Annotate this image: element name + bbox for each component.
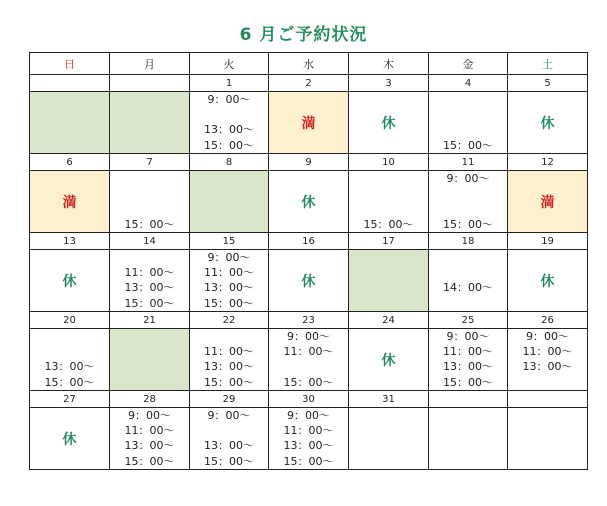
full-day-cell bbox=[269, 92, 349, 154]
calendar-body bbox=[30, 53, 588, 470]
date-number: 24 bbox=[349, 312, 429, 329]
unavailable-day-cell bbox=[30, 92, 110, 154]
day-cell bbox=[508, 329, 588, 391]
day-cell bbox=[508, 408, 588, 470]
time-slot: 9：00～ bbox=[526, 330, 569, 343]
date-number: 21 bbox=[110, 312, 190, 329]
date-number: 31 bbox=[349, 391, 429, 408]
time-slot: 13：00～ bbox=[522, 360, 573, 373]
calendar-table bbox=[29, 52, 588, 470]
date-number: 23 bbox=[269, 312, 349, 329]
unavailable-day-cell bbox=[110, 92, 190, 154]
time-slot: 9：00～ bbox=[287, 409, 330, 422]
closed-day-cell bbox=[30, 408, 110, 470]
full-day-cell bbox=[508, 171, 588, 233]
closed-day-cell bbox=[508, 250, 588, 312]
weekday-header: 日 bbox=[30, 53, 110, 75]
time-slot-list bbox=[429, 250, 507, 311]
time-slot: 9：00～ bbox=[287, 330, 330, 343]
day-cell bbox=[429, 250, 508, 312]
time-slot-list bbox=[190, 329, 268, 390]
date-number: 7 bbox=[110, 154, 190, 171]
unavailable-day-cell bbox=[110, 329, 190, 391]
day-cell bbox=[190, 92, 269, 154]
day-cell bbox=[349, 171, 429, 233]
date-number: 19 bbox=[508, 233, 588, 250]
date-number: 17 bbox=[349, 233, 429, 250]
time-slot: 15：00～ bbox=[283, 376, 334, 389]
date-number: 14 bbox=[110, 233, 190, 250]
unavailable-day-cell bbox=[349, 250, 429, 312]
time-slot-list bbox=[269, 408, 348, 469]
time-slot: 15：00～ bbox=[124, 218, 175, 231]
date-number: 22 bbox=[190, 312, 269, 329]
date-number bbox=[429, 391, 508, 408]
time-slot: 9：00～ bbox=[207, 251, 251, 264]
closed-status-label: 休 bbox=[540, 115, 555, 132]
time-slot: 15：00～ bbox=[204, 376, 254, 389]
time-slot: 9：00～ bbox=[446, 172, 490, 185]
time-slot: 11：00～ bbox=[124, 424, 175, 437]
date-number: 4 bbox=[429, 75, 508, 92]
weekday-header: 土 bbox=[508, 53, 588, 75]
time-slot: 9：00～ bbox=[207, 93, 251, 106]
date-number: 10 bbox=[349, 154, 429, 171]
time-slot: 13：00～ bbox=[204, 360, 254, 373]
day-cell bbox=[110, 171, 190, 233]
date-number bbox=[508, 391, 588, 408]
closed-day-cell bbox=[269, 250, 349, 312]
time-slot-list bbox=[110, 250, 189, 311]
time-slot: 11：00～ bbox=[522, 345, 573, 358]
time-slot: 13：00～ bbox=[204, 439, 254, 452]
time-slot: 15：00～ bbox=[204, 455, 254, 468]
closed-day-cell bbox=[508, 92, 588, 154]
closed-status-label: 休 bbox=[301, 273, 316, 290]
time-slot: 11：00～ bbox=[124, 266, 175, 279]
time-slot-list bbox=[110, 171, 189, 232]
time-slot-list bbox=[190, 92, 268, 153]
day-cell bbox=[429, 329, 508, 391]
closed-day-cell bbox=[349, 92, 429, 154]
date-number: 11 bbox=[429, 154, 508, 171]
closed-day-cell bbox=[269, 171, 349, 233]
closed-status-label: 休 bbox=[301, 194, 316, 211]
closed-status-label: 休 bbox=[62, 431, 77, 448]
full-status-label: 満 bbox=[301, 115, 316, 132]
time-slot: 9：00～ bbox=[207, 409, 251, 422]
availability-row bbox=[30, 408, 588, 470]
time-slot: 15：00～ bbox=[443, 139, 493, 152]
time-slot: 15：00～ bbox=[443, 376, 493, 389]
time-slot-list bbox=[349, 171, 428, 232]
date-number: 1 bbox=[190, 75, 269, 92]
day-cell bbox=[429, 92, 508, 154]
time-slot: 15：00～ bbox=[44, 376, 95, 389]
time-slot: 11：00～ bbox=[283, 424, 334, 437]
time-slot: 15：00～ bbox=[363, 218, 414, 231]
date-number: 8 bbox=[190, 154, 269, 171]
time-slot-list bbox=[429, 171, 507, 232]
date-row bbox=[30, 391, 588, 408]
date-number: 28 bbox=[110, 391, 190, 408]
day-cell bbox=[269, 408, 349, 470]
day-cell bbox=[190, 408, 269, 470]
date-number: 2 bbox=[269, 75, 349, 92]
date-number: 12 bbox=[508, 154, 588, 171]
time-slot-list bbox=[190, 250, 268, 311]
date-number: 30 bbox=[269, 391, 349, 408]
weekday-header-row bbox=[30, 53, 588, 75]
date-number: 16 bbox=[269, 233, 349, 250]
time-slot-list bbox=[429, 92, 507, 153]
time-slot: 15：00～ bbox=[124, 455, 175, 468]
date-number: 18 bbox=[429, 233, 508, 250]
time-slot: 15：00～ bbox=[204, 139, 254, 152]
closed-status-label: 休 bbox=[62, 273, 77, 290]
time-slot-list bbox=[429, 329, 507, 390]
weekday-header: 月 bbox=[110, 53, 190, 75]
time-slot: 13：00～ bbox=[443, 360, 493, 373]
closed-status-label: 休 bbox=[381, 352, 396, 369]
time-slot: 11：00～ bbox=[204, 266, 254, 279]
date-number: 5 bbox=[508, 75, 588, 92]
date-number: 6 bbox=[30, 154, 110, 171]
time-slot: 13：00～ bbox=[44, 360, 95, 373]
full-status-label: 満 bbox=[62, 194, 77, 211]
time-slot: 11：00～ bbox=[443, 345, 493, 358]
time-slot: 15：00～ bbox=[283, 455, 334, 468]
availability-row bbox=[30, 92, 588, 154]
date-number: 13 bbox=[30, 233, 110, 250]
time-slot: 13：00～ bbox=[204, 123, 254, 136]
day-cell bbox=[30, 329, 110, 391]
availability-row bbox=[30, 250, 588, 312]
time-slot: 11：00～ bbox=[204, 345, 254, 358]
time-slot: 11：00～ bbox=[283, 345, 334, 358]
time-slot: 15：00～ bbox=[124, 297, 175, 310]
closed-day-cell bbox=[30, 250, 110, 312]
date-number: 20 bbox=[30, 312, 110, 329]
weekday-header: 火 bbox=[190, 53, 269, 75]
day-cell bbox=[110, 250, 190, 312]
time-slot: 15：00～ bbox=[443, 218, 493, 231]
weekday-header: 水 bbox=[269, 53, 349, 75]
closed-day-cell bbox=[349, 329, 429, 391]
date-number: 29 bbox=[190, 391, 269, 408]
time-slot: 13：00～ bbox=[283, 439, 334, 452]
date-number: 25 bbox=[429, 312, 508, 329]
date-number bbox=[110, 75, 190, 92]
weekday-header: 金 bbox=[429, 53, 508, 75]
time-slot: 13：00～ bbox=[124, 281, 175, 294]
date-number: 3 bbox=[349, 75, 429, 92]
time-slot-list bbox=[190, 408, 268, 469]
unavailable-day-cell bbox=[190, 171, 269, 233]
availability-row bbox=[30, 171, 588, 233]
page-title: 6 月ご予約状況 bbox=[239, 25, 368, 45]
date-row bbox=[30, 233, 588, 250]
time-slot: 9：00～ bbox=[128, 409, 171, 422]
time-slot-list bbox=[30, 329, 109, 390]
time-slot: 13：00～ bbox=[204, 281, 254, 294]
day-cell bbox=[429, 171, 508, 233]
day-cell bbox=[190, 329, 269, 391]
date-number bbox=[30, 75, 110, 92]
date-row bbox=[30, 312, 588, 329]
date-number: 26 bbox=[508, 312, 588, 329]
availability-row bbox=[30, 329, 588, 391]
closed-status-label: 休 bbox=[540, 273, 555, 290]
day-cell bbox=[110, 408, 190, 470]
day-cell bbox=[269, 329, 349, 391]
time-slot: 9：00～ bbox=[446, 330, 490, 343]
time-slot: 13：00～ bbox=[124, 439, 175, 452]
day-cell bbox=[190, 250, 269, 312]
date-number: 9 bbox=[269, 154, 349, 171]
weekday-header: 木 bbox=[349, 53, 429, 75]
day-cell bbox=[349, 408, 429, 470]
time-slot: 15：00～ bbox=[204, 297, 254, 310]
day-cell bbox=[429, 408, 508, 470]
time-slot-list bbox=[110, 408, 189, 469]
date-number: 15 bbox=[190, 233, 269, 250]
time-slot: 14：00～ bbox=[443, 281, 493, 294]
full-day-cell bbox=[30, 171, 110, 233]
date-row bbox=[30, 75, 588, 92]
date-number: 27 bbox=[30, 391, 110, 408]
time-slot-list bbox=[269, 329, 348, 390]
date-row bbox=[30, 154, 588, 171]
full-status-label: 満 bbox=[540, 194, 555, 211]
time-slot-list bbox=[508, 329, 587, 390]
closed-status-label: 休 bbox=[381, 115, 396, 132]
